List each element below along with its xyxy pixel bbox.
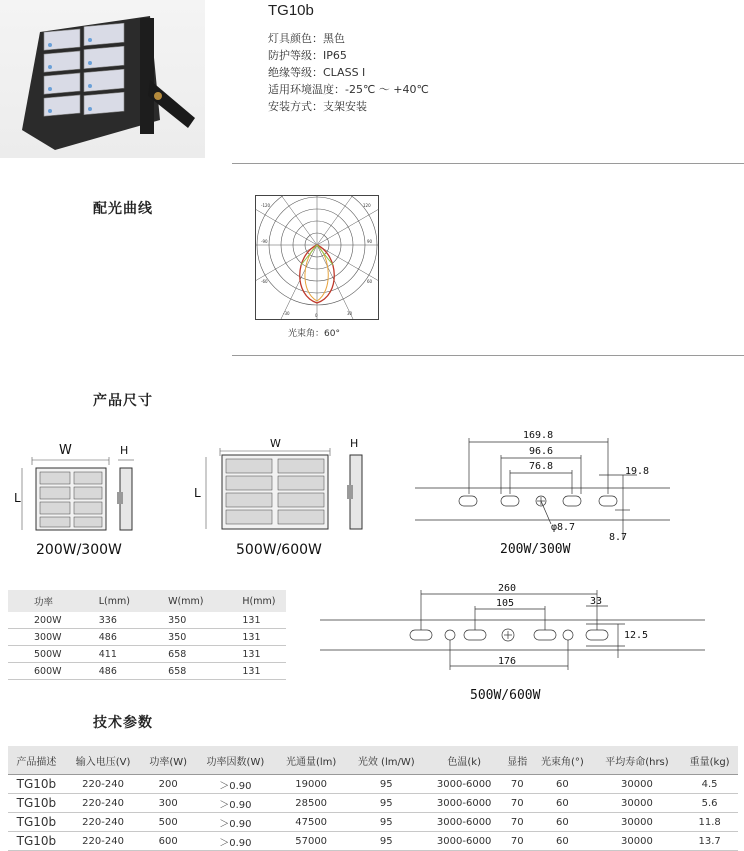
table-header-row xyxy=(8,590,286,612)
table-header: 输入电压(V) xyxy=(65,746,142,775)
bracket-dim: 105 xyxy=(496,598,515,609)
table-cell: 3000-6000 xyxy=(426,813,502,832)
table-header: 平均寿命(hrs) xyxy=(593,746,682,775)
table-cell: 70 xyxy=(502,775,532,794)
caption-bracket-small: 200W/300W xyxy=(500,542,571,557)
table-row xyxy=(8,612,286,629)
bracket-small-svg xyxy=(415,420,675,550)
table-header: 功率 xyxy=(8,590,71,612)
angle-label: -120 xyxy=(261,203,271,208)
dim-w-label: W xyxy=(270,437,281,450)
table-cell: 200W xyxy=(8,612,71,629)
spec-ip: 防护等级：IP65 xyxy=(268,49,347,62)
table-cell: 336 xyxy=(71,612,140,629)
table-cell: 350 xyxy=(140,612,214,629)
bracket-large-drawing xyxy=(320,580,710,680)
bracket-dim: 12.5 xyxy=(624,630,649,641)
table-cell: 131 xyxy=(214,612,286,629)
table-cell: 300W xyxy=(8,629,71,646)
table-cell: 200 xyxy=(141,775,195,794)
beam-angle-label: 光束角：60° xyxy=(288,329,340,339)
table-header: 光通量(lm) xyxy=(276,746,347,775)
table-header: 光效 (lm/W) xyxy=(347,746,426,775)
angle-label: -30 xyxy=(283,311,290,316)
table-cell: 131 xyxy=(214,646,286,663)
drawing-small-fixture xyxy=(14,440,144,535)
table-header: 功率(W) xyxy=(141,746,195,775)
table-row xyxy=(8,646,286,663)
angle-label: 120 xyxy=(363,203,371,208)
table-cell: 5.6 xyxy=(681,794,738,813)
table-header-row xyxy=(8,746,738,775)
table-cell: 131 xyxy=(214,663,286,680)
table-cell: 486 xyxy=(71,663,140,680)
table-cell: 60 xyxy=(532,794,593,813)
divider xyxy=(232,355,744,356)
angle-label: -90 xyxy=(261,239,268,244)
dim-h-label: H xyxy=(120,444,129,457)
section-title-light-curve: 配光曲线 xyxy=(93,201,153,217)
dim-w-label: W xyxy=(59,443,72,458)
table-cell: 500 xyxy=(141,813,195,832)
table-cell: 57000 xyxy=(276,832,347,851)
drawing-large-fixture xyxy=(190,435,380,535)
table-cell: 47500 xyxy=(276,813,347,832)
spec-temperature: 适用环境温度：-25℃ ～ +40℃ xyxy=(268,83,429,96)
caption-bracket-large: 500W/600W xyxy=(470,688,541,703)
table-cell: 658 xyxy=(140,646,214,663)
table-cell: 95 xyxy=(347,794,426,813)
caption-small-fixture: 200W/300W xyxy=(36,542,122,558)
model-title: TG10b xyxy=(268,2,314,19)
dim-l-label: L xyxy=(194,486,201,500)
table-cell: 4.5 xyxy=(681,775,738,794)
table-cell: 95 xyxy=(347,813,426,832)
caption-large-fixture: 500W/600W xyxy=(236,542,322,558)
polar-diagram xyxy=(255,195,379,320)
table-cell: TG10b xyxy=(8,775,65,794)
table-cell: 95 xyxy=(347,775,426,794)
spec-color: 灯具颜色：黑色 xyxy=(268,32,345,45)
table-cell: ＞0.90 xyxy=(195,832,276,851)
table-cell: 70 xyxy=(502,794,532,813)
angle-label: 60 xyxy=(367,279,373,284)
table-header: H(mm) xyxy=(214,590,286,612)
table-cell: 131 xyxy=(214,629,286,646)
bracket-large-svg xyxy=(320,580,710,680)
section-title-size: 产品尺寸 xyxy=(93,393,153,409)
bracket-dim: 260 xyxy=(498,583,517,594)
table-cell: 486 xyxy=(71,629,140,646)
angle-label: 30 xyxy=(347,311,353,316)
table-header: 色温(k) xyxy=(426,746,502,775)
spec-mounting: 安装方式：支架安装 xyxy=(268,100,367,113)
table-header: 光束角(°) xyxy=(532,746,593,775)
table-cell: 70 xyxy=(502,832,532,851)
table-cell: 3000-6000 xyxy=(426,832,502,851)
table-cell: 95 xyxy=(347,832,426,851)
table-cell: 411 xyxy=(71,646,140,663)
table-row xyxy=(8,794,738,813)
bracket-dim: 96.6 xyxy=(529,446,554,457)
spec-list xyxy=(268,30,429,115)
table-cell: ＞0.90 xyxy=(195,794,276,813)
table-cell: 600W xyxy=(8,663,71,680)
table-cell: 11.8 xyxy=(681,813,738,832)
table-cell: TG10b xyxy=(8,832,65,851)
table-row xyxy=(8,629,286,646)
spec-insulation: 绝缘等级：CLASS Ⅰ xyxy=(268,66,366,79)
table-header: 产品描述 xyxy=(8,746,65,775)
bracket-dim: 19.8 xyxy=(625,466,650,477)
table-cell: 70 xyxy=(502,813,532,832)
table-header: L(mm) xyxy=(71,590,140,612)
product-photo xyxy=(0,0,205,158)
table-cell: 60 xyxy=(532,813,593,832)
table-cell: 350 xyxy=(140,629,214,646)
divider xyxy=(232,163,744,164)
table-cell: 220-240 xyxy=(65,832,142,851)
table-cell: 600 xyxy=(141,832,195,851)
small-fixture-drawing xyxy=(14,440,144,535)
table-cell: 30000 xyxy=(593,832,682,851)
dimension-table xyxy=(8,590,286,680)
table-cell: 3000-6000 xyxy=(426,794,502,813)
dim-h-label: H xyxy=(350,437,359,450)
bracket-dim: 169.8 xyxy=(523,430,554,441)
table-cell: 60 xyxy=(532,775,593,794)
bracket-dim: 176 xyxy=(498,656,517,667)
table-cell: 300 xyxy=(141,794,195,813)
table-header: 功率因数(W) xyxy=(195,746,276,775)
table-cell: 30000 xyxy=(593,794,682,813)
table-header: 显指 xyxy=(502,746,532,775)
table-cell: 220-240 xyxy=(65,794,142,813)
table-cell: 13.7 xyxy=(681,832,738,851)
table-header: 重量(kg) xyxy=(681,746,738,775)
bracket-dim: φ8.7 xyxy=(551,522,576,533)
table-cell: TG10b xyxy=(8,813,65,832)
table-header: W(mm) xyxy=(140,590,214,612)
table-cell: ＞0.90 xyxy=(195,775,276,794)
table-cell: 30000 xyxy=(593,775,682,794)
floodlight-image xyxy=(0,0,205,158)
table-cell: TG10b xyxy=(8,794,65,813)
table-row xyxy=(8,832,738,851)
dim-l-label: L xyxy=(14,491,21,505)
large-fixture-drawing xyxy=(190,435,380,535)
table-cell: 220-240 xyxy=(65,775,142,794)
tech-table xyxy=(8,746,738,851)
table-row xyxy=(8,663,286,680)
angle-label: 90 xyxy=(367,239,373,244)
angle-label: 0 xyxy=(315,313,318,318)
bracket-dim: 8.7 xyxy=(609,532,628,543)
table-cell: 3000-6000 xyxy=(426,775,502,794)
section-title-tech: 技术参数 xyxy=(93,715,153,731)
table-cell: 28500 xyxy=(276,794,347,813)
angle-label: -60 xyxy=(261,279,268,284)
polar-chart xyxy=(255,195,379,320)
bracket-dim: 33 xyxy=(590,596,603,607)
table-cell: 60 xyxy=(532,832,593,851)
bracket-dim: 76.8 xyxy=(529,461,554,472)
table-cell: 658 xyxy=(140,663,214,680)
table-row xyxy=(8,813,738,832)
table-row xyxy=(8,775,738,794)
bracket-small-drawing xyxy=(415,420,675,550)
table-cell: 30000 xyxy=(593,813,682,832)
table-cell: 220-240 xyxy=(65,813,142,832)
table-cell: 500W xyxy=(8,646,71,663)
table-cell: ＞0.90 xyxy=(195,813,276,832)
table-cell: 19000 xyxy=(276,775,347,794)
